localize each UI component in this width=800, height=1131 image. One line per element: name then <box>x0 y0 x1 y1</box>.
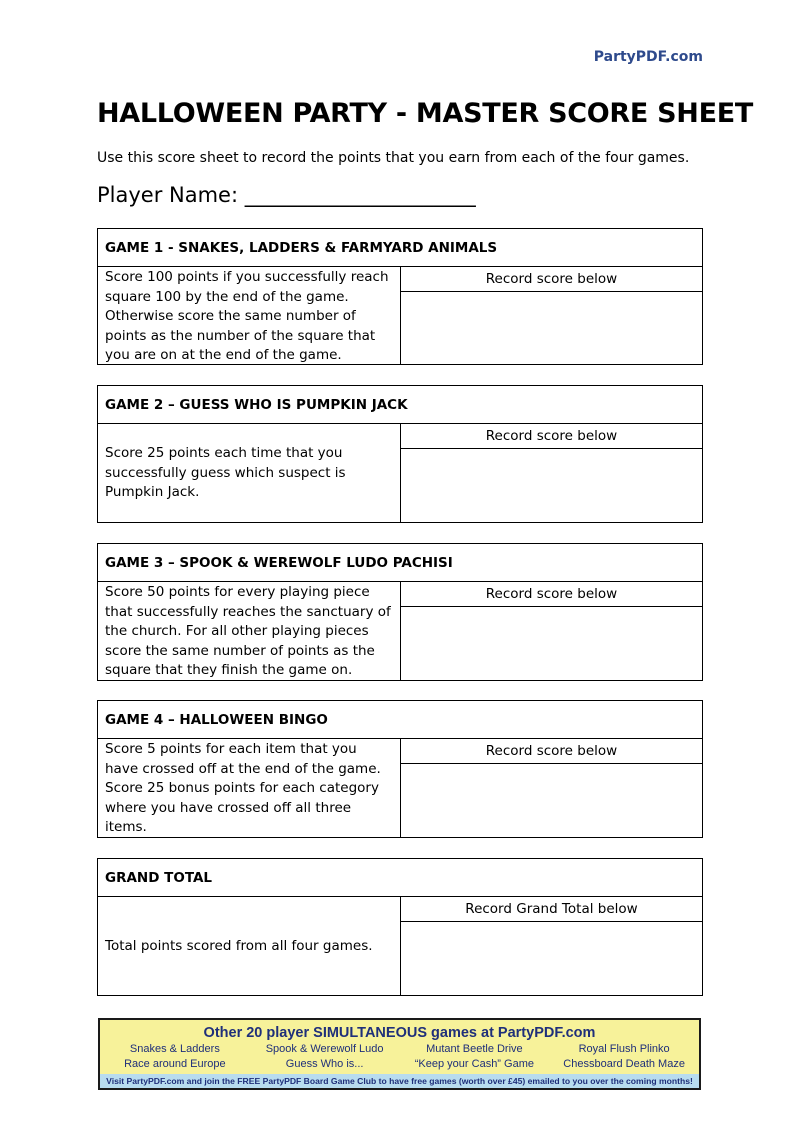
grand-total-record-label: Record Grand Total below <box>401 897 702 922</box>
game-3-score-box[interactable] <box>401 607 702 680</box>
game-4-score-box[interactable] <box>401 764 702 837</box>
promo-banner[interactable] <box>98 1018 701 1090</box>
grand-total-score-box[interactable] <box>401 922 702 995</box>
game-4-description: Score 5 points for each item that you have crossed off at the end of the game. Score 25 bonus points for each category where you have crossed off all three items. <box>98 739 401 837</box>
game-4-heading: GAME 4 – HALLOWEEN BINGO <box>98 701 702 739</box>
game-1-section <box>97 228 703 365</box>
player-name-field[interactable]: Player Name: ______________________ <box>97 183 476 207</box>
game-2-description: Score 25 points each time that you successfully guess which suspect is Pumpkin Jack. <box>98 424 401 522</box>
game-3-record-label: Record score below <box>401 582 702 607</box>
game-2-section <box>97 385 703 523</box>
grand-total-heading: GRAND TOTAL <box>98 859 702 897</box>
game-1-record-label: Record score below <box>401 267 702 292</box>
banner-games-list <box>100 1042 699 1072</box>
page-title: HALLOWEEN PARTY - MASTER SCORE SHEET <box>97 98 753 129</box>
banner-footer[interactable]: Visit PartyPDF.com and join the FREE PartyPDF Board Game Club to have free games (worth over £45) emailed to you over the coming months! <box>100 1074 699 1088</box>
game-2-heading: GAME 2 – GUESS WHO IS PUMPKIN JACK <box>98 386 702 424</box>
banner-game-item: Mutant Beetle Drive <box>426 1043 523 1055</box>
brand-link[interactable]: PartyPDF.com <box>593 49 703 65</box>
banner-game-item: Chessboard Death Maze <box>563 1058 685 1070</box>
banner-game-item: Guess Who is... <box>285 1058 364 1070</box>
game-3-section <box>97 543 703 681</box>
game-1-heading: GAME 1 - SNAKES, LADDERS & FARMYARD ANIMALS <box>98 229 702 267</box>
banner-game-item: Spook & Werewolf Ludo <box>265 1043 384 1055</box>
banner-game-item: Snakes & Ladders <box>129 1043 220 1055</box>
game-2-score-box[interactable] <box>401 449 702 522</box>
game-4-section <box>97 700 703 838</box>
game-1-score-box[interactable] <box>401 292 702 364</box>
banner-title: Other 20 player SIMULTANEOUS games at PartyPDF.com <box>203 1025 596 1041</box>
game-1-description: Score 100 points if you successfully reach square 100 by the end of the game. Otherwise score the same number of points as the number of the square that you are on at the end of the game. <box>98 267 401 364</box>
banner-game-item: “Keep your Cash” Game <box>414 1058 534 1070</box>
game-3-heading: GAME 3 – SPOOK & WEREWOLF LUDO PACHISI <box>98 544 702 582</box>
banner-game-item: Race around Europe <box>124 1058 226 1070</box>
game-3-description: Score 50 points for every playing piece that successfully reaches the sanctuary of the church. For all other playing pieces score the same number of points as the square that they finish the game on. <box>98 582 401 680</box>
grand-total-section <box>97 858 703 996</box>
intro-text: Use this score sheet to record the points that you earn from each of the four games. <box>97 150 690 166</box>
banner-game-item: Royal Flush Plinko <box>578 1043 670 1055</box>
grand-total-description: Total points scored from all four games. <box>98 897 401 995</box>
game-4-record-label: Record score below <box>401 739 702 764</box>
game-2-record-label: Record score below <box>401 424 702 449</box>
